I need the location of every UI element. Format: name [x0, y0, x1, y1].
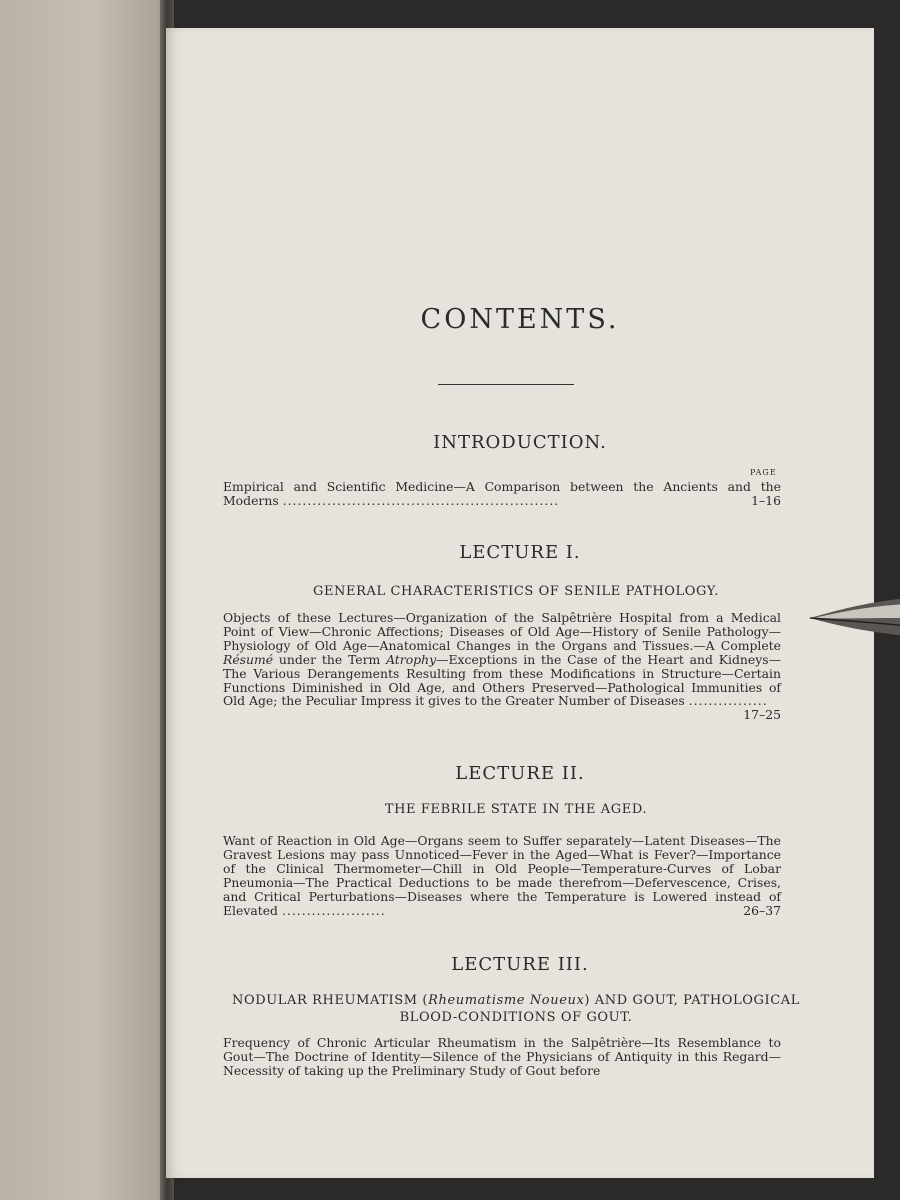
leader-dots: ................: [688, 693, 768, 709]
lecture-2-entry: [223, 834, 781, 917]
lecture-3-subheading-a: NODULAR RHEUMATISM (: [231, 993, 429, 1008]
introduction-pages: 1–16: [751, 492, 781, 508]
lecture-1-italic-resume: Résumé: [223, 651, 274, 667]
introduction-entry: [223, 480, 781, 508]
lecture-3-subheading-b: ) AND GOUT, PATHOLOGICAL BLOOD-CONDITIONS OF GOUT.: [399, 993, 801, 1025]
lecture-1-text-a: Objects of these Lectures—Organization of the Salpêtrière Hospital from a Medical Point of View—Chronic Affections; Diseases of Old Age—History of Senile Pathology—Physiology of Old Age—Anatomical Changes in the Organs and Tissues.—A Complete: [223, 610, 781, 653]
lecture-2-pages: 26–37: [743, 902, 781, 918]
contents-page: [166, 28, 874, 1178]
lecture-2-text: Want of Reaction in Old Age—Organs seem to Suffer separately—Latent Diseases—The Gravest Lesions may pass Unnoticed—Fever in the Aged—What is Fever?—Importance of the Clinical Thermometer—Chill in Old People—Temperature-Curves of Lobar Pneumonia—The Practical Deductions to be made therefrom—Defervescence, Crises, and Critical Perturbations—Diseases where the Temperature is Lowered instead of Elevated: [223, 833, 781, 918]
introduction-text: Empirical and Scientific Medicine—A Comparison between the Ancients and the Moderns: [223, 479, 781, 508]
lecture-2-heading: LECTURE II.: [455, 763, 585, 784]
lecture-1-text-b: under the Term: [273, 651, 387, 667]
leader-dots: .....................: [281, 902, 386, 918]
lecture-1-text-c: —Exceptions in the Case of the Heart and Kidneys—The Various Derangements Resulting from these Modifications in Structure—Certain Functions Diminished in Old Age, and Others Preserved—Pathological Immunities of Old Age; the Peculiar Impress it gives to the Greater Number of Diseases: [223, 651, 781, 709]
lecture-1-entry: [223, 611, 781, 722]
left-page: [0, 0, 170, 1200]
lecture-3-subheading-italic: Rheumatisme Noueux: [428, 993, 585, 1008]
lecture-3-text: Frequency of Chronic Articular Rheumatism in the Salpêtrière—Its Resemblance to Gout—The Doctrine of Identity—Silence of the Physicians of Antiquity in this Regard—Necessity of taking up the Preliminary Study of Gout before: [223, 1035, 781, 1078]
lecture-1-heading: LECTURE I.: [459, 542, 581, 563]
pen-tip-icon: [808, 596, 900, 640]
title-rule: [438, 384, 574, 385]
lecture-3-entry: [223, 1036, 781, 1078]
lecture-2-subheading: THE FEBRILE STATE IN THE AGED.: [384, 802, 648, 817]
introduction-heading: INTRODUCTION.: [433, 432, 607, 453]
leader-dots: ........................................................: [282, 492, 560, 508]
lecture-3-subheading: [206, 992, 826, 1026]
lecture-1-subheading: GENERAL CHARACTERISTICS OF SENILE PATHOLOGY.: [312, 584, 719, 599]
lecture-3-heading: LECTURE III.: [451, 954, 589, 975]
lecture-1-italic-atrophy: Atrophy: [386, 651, 437, 667]
page-title: CONTENTS.: [420, 304, 620, 335]
lecture-1-pages: 17–25: [743, 707, 781, 723]
page-column-label: PAGE: [750, 468, 777, 477]
